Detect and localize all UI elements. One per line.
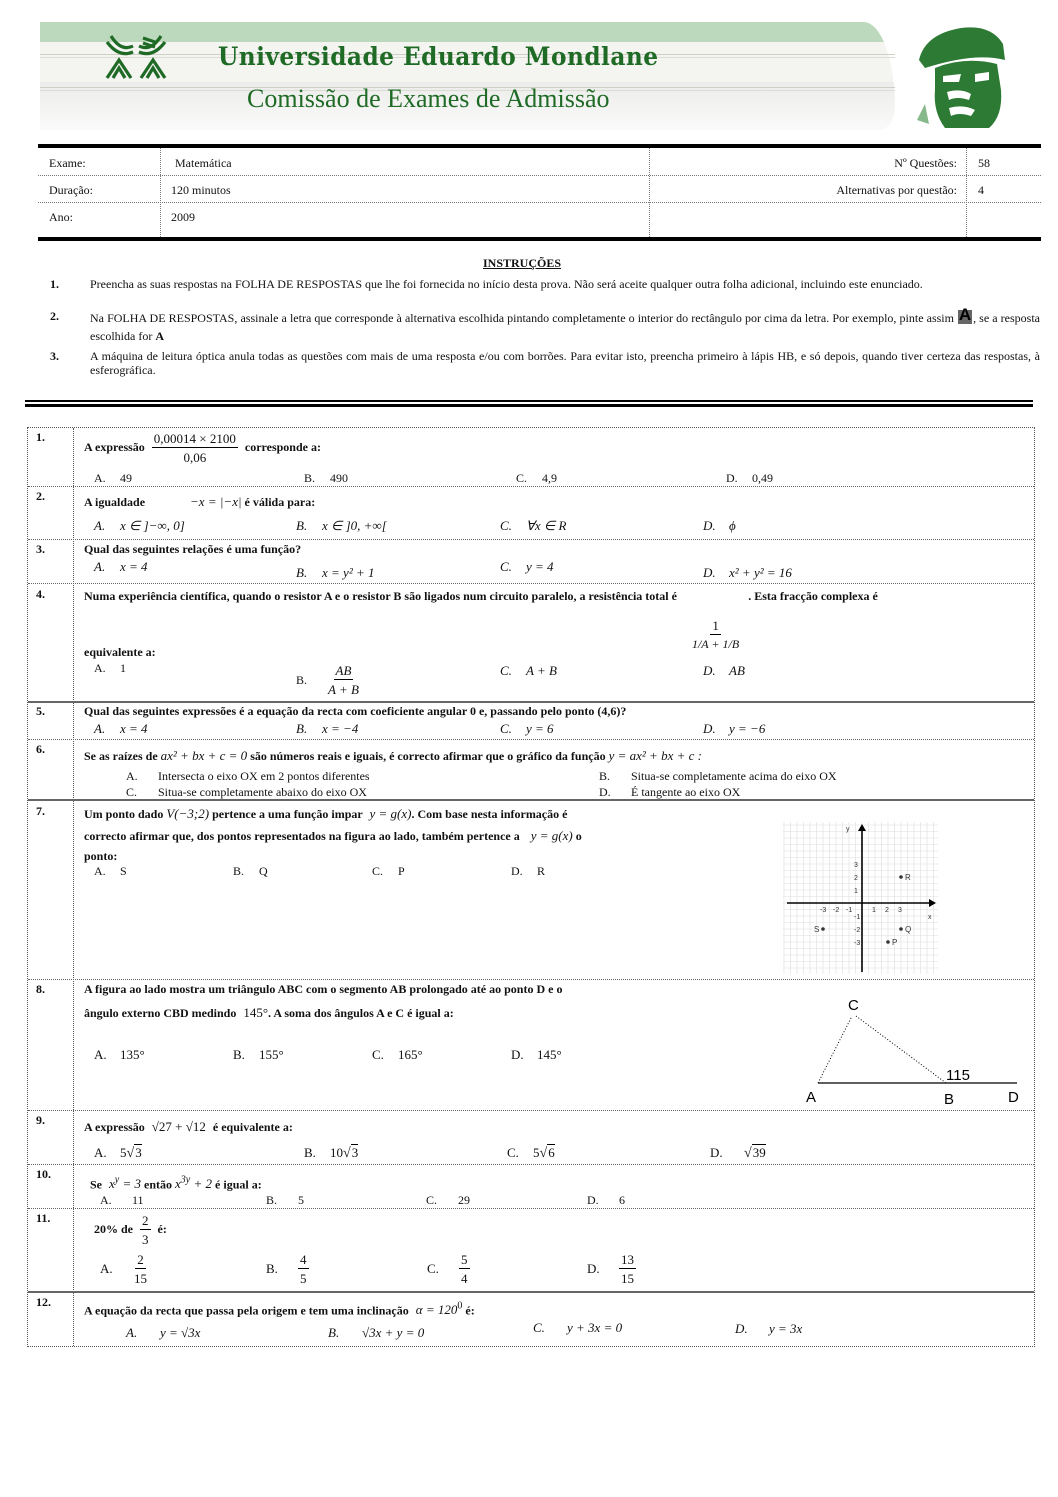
year-value: 2009 <box>171 210 195 224</box>
option-b[interactable]: B. 10√3 <box>304 1145 359 1161</box>
label-c: C <box>848 997 859 1014</box>
x-tick-label: -3 <box>820 907 827 914</box>
option-d[interactable]: D. $\frac{13}{15}$ <box>587 1252 634 1286</box>
label-a: A <box>806 1089 817 1106</box>
exam-info-table <box>38 144 1041 241</box>
exam-label: Exame: <box>49 156 86 170</box>
point-label-q: Q <box>905 925 912 934</box>
option-d[interactable]: D. 6 <box>587 1193 625 1207</box>
option-c[interactable]: C. $\frac{5}{4}$ <box>427 1252 468 1286</box>
option-b[interactable]: B. 5 <box>266 1193 304 1207</box>
option-c[interactable]: C. y = 6 <box>500 721 554 736</box>
option-d[interactable]: D. x² + y² = 16 <box>703 565 792 580</box>
option-c[interactable]: C. ∀x ∈ R <box>500 518 567 533</box>
exam-value: Matemática <box>175 156 232 170</box>
point-label-p: P <box>892 938 898 947</box>
coordinate-plane-figure <box>783 822 938 974</box>
option-a[interactable]: A. x = 4 <box>94 559 148 574</box>
option-a[interactable]: A. S <box>94 864 127 878</box>
x-tick-label: -2 <box>833 907 840 914</box>
questions-label: Nº Questões: <box>894 156 957 170</box>
divider <box>25 400 1033 402</box>
y-axis-label: y <box>846 826 850 833</box>
label-b: B <box>944 1091 955 1106</box>
option-d[interactable]: D. y = 3x <box>735 1321 803 1336</box>
option-a[interactable]: A. 5√3 <box>94 1145 142 1161</box>
university-name: Universidade Eduardo Mondlane <box>218 42 659 71</box>
x-axis-arrow-icon <box>929 899 936 907</box>
option-b[interactable]: B. 155° <box>233 1047 284 1062</box>
divider <box>25 404 1033 407</box>
option-c[interactable]: C. y = 4 <box>500 559 554 574</box>
option-a[interactable]: A. x ∈ ]−∞, 0] <box>94 518 185 533</box>
option-d[interactable]: D. √39 <box>710 1145 766 1161</box>
year-label: Ano: <box>49 210 73 224</box>
y-tick-label: 3 <box>854 862 858 869</box>
x-axis-label: x <box>928 914 932 921</box>
duration-value: 120 minutos <box>171 183 231 197</box>
stem-then: então <box>144 1177 173 1192</box>
duration-label: Duração: <box>49 183 93 197</box>
y-tick-label: -2 <box>854 927 861 934</box>
y-tick-label: -3 <box>854 940 861 947</box>
option-d[interactable]: D. 145° <box>511 1047 562 1062</box>
point-r <box>899 875 903 879</box>
alternatives-label: Alternativas por questão: <box>836 183 957 197</box>
option-c[interactable]: C. 4,9 <box>516 471 557 485</box>
option-b[interactable]: B. x ∈ ]0, +∞[ <box>296 518 387 533</box>
fraction-denominator: 0,06 <box>183 450 207 465</box>
triangle-figure <box>800 994 1030 1106</box>
point-q <box>899 927 903 931</box>
option-a[interactable]: A. 1 <box>94 661 126 675</box>
x-tick-label: 1 <box>872 907 876 914</box>
option-d[interactable]: D. AB <box>703 663 745 678</box>
option-c[interactable]: C. A + B <box>500 663 557 678</box>
option-b[interactable]: B. Q <box>233 864 268 878</box>
option-c[interactable]: C. 165° <box>372 1047 423 1062</box>
x-tick-label: -1 <box>846 907 853 914</box>
commission-name: Comissão de Exames de Admissão <box>247 84 610 113</box>
option-b[interactable]: B. √3x + y = 0 <box>328 1325 425 1340</box>
option-a[interactable]: A. $\frac{2}{15}$ <box>100 1252 147 1286</box>
shaded-answer-example-icon: A <box>958 305 972 324</box>
option-b[interactable]: B. 490 <box>304 471 348 485</box>
instructions-title: INSTRUÇÕES <box>483 256 562 270</box>
label-d: D <box>1008 1089 1019 1106</box>
option-b[interactable]: B. $\frac{4}{5}$ <box>266 1252 307 1286</box>
y-tick-label: -1 <box>854 914 861 921</box>
option-a[interactable]: A. y = √3x <box>126 1325 201 1340</box>
x-tick-label: 2 <box>885 907 889 914</box>
option-c[interactable]: C. 5√6 <box>507 1145 555 1161</box>
point-label-r: R <box>905 873 911 882</box>
side-ac <box>818 1016 852 1083</box>
option-a[interactable]: A. Intersecta o eixo OX em 2 pontos diferentes <box>126 769 370 783</box>
option-d[interactable]: D. y = −6 <box>703 721 766 736</box>
option-b[interactable]: B. $\frac{AB}{A + B}$ <box>296 663 359 697</box>
alternatives-value: 4 <box>978 183 984 197</box>
option-d[interactable]: D. É tangente ao eixo OX <box>599 785 741 799</box>
option-d[interactable]: D. R <box>511 864 546 878</box>
option-b[interactable]: B. Situa-se completamente acima do eixo OX <box>599 769 837 783</box>
y-tick-label: 2 <box>854 875 858 882</box>
fraction-numerator: 0,00014 × 2100 <box>153 431 236 446</box>
option-c[interactable]: C. Situa-se completamente abaixo do eixo OX <box>126 785 367 799</box>
option-a[interactable]: A. 135° <box>94 1047 145 1062</box>
x-tick-label: 3 <box>898 907 902 914</box>
side-cb <box>856 1016 946 1083</box>
option-d[interactable]: D. ϕ <box>703 518 736 533</box>
option-b[interactable]: B. x = −4 <box>296 721 359 736</box>
option-a[interactable]: A. 49 <box>94 471 132 485</box>
option-c[interactable]: C. P <box>372 864 405 878</box>
option-c[interactable]: C. y + 3x = 0 <box>533 1320 623 1335</box>
point-s <box>821 927 825 931</box>
option-a[interactable]: A. 11 <box>100 1193 144 1207</box>
point-label-s: S <box>814 925 820 934</box>
option-a[interactable]: A. x = 4 <box>94 721 148 736</box>
angle-label: 115 <box>946 1067 970 1084</box>
uem-logo-icon <box>103 32 169 82</box>
portrait-icon <box>905 20 1015 130</box>
questions-value: 58 <box>978 156 990 170</box>
option-b[interactable]: B. x = y² + 1 <box>296 565 375 580</box>
point-p <box>886 940 890 944</box>
y-tick-label: 1 <box>854 888 858 895</box>
option-d[interactable]: D. 0,49 <box>726 471 773 485</box>
option-c[interactable]: C. 29 <box>426 1193 470 1207</box>
